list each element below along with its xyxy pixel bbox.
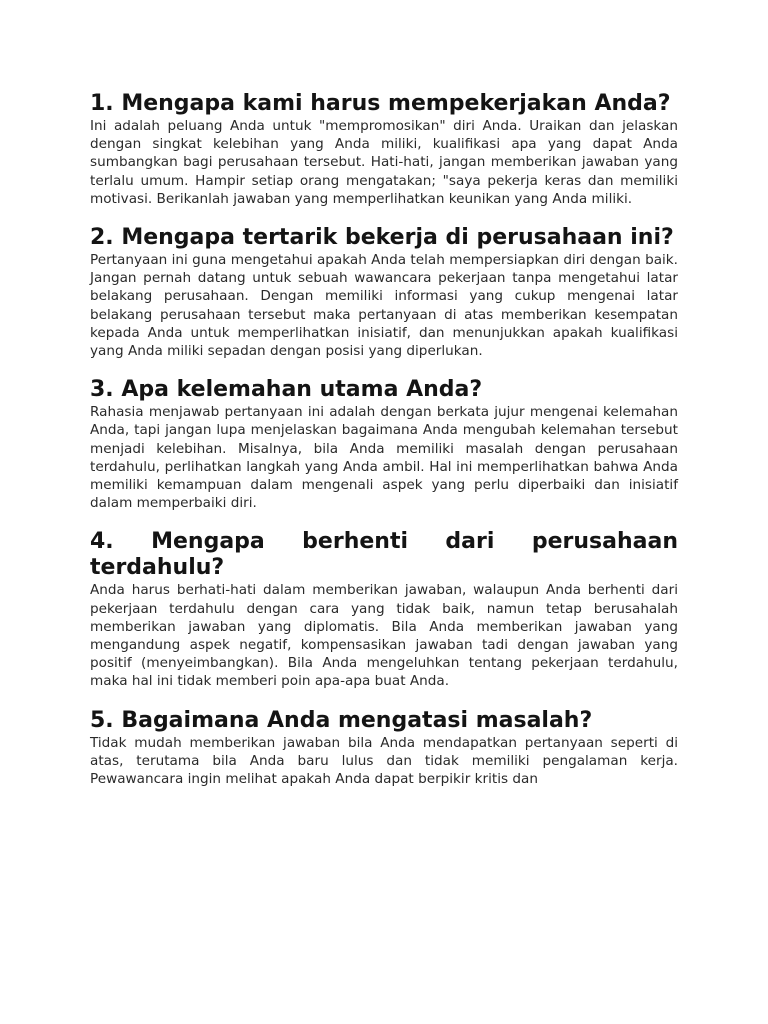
section-body: Tidak mudah memberikan jawaban bila Anda mendapatkan pertanyaan seperti di atas, terutama bila Anda baru lulus dan tidak memiliki pengalaman kerja. Pewawancara ingin melihat apakah Anda dapat berpikir kritis dan <box>90 734 678 788</box>
section-body: Pertanyaan ini guna mengetahui apakah Anda telah mempersiapkan diri dengan baik. Jangan pernah datang untuk sebuah wawancara pekerjaan tanpa mengetahui latar belakang perusahaan. Dengan memiliki informasi yang cukup mengenai latar belakang perusahaan tersebut maka pertanyaan di atas memberikan kesempatan kepada Anda untuk memperlihatkan inisiatif, dan menunjukkan apakah kualifikasi yang Anda miliki sepadan dengan posisi yang diperlukan. <box>90 252 678 360</box>
section-3 <box>90 377 678 512</box>
section-body: Anda harus berhati-hati dalam memberikan jawaban, walaupun Anda berhenti dari pekerjaan terdahulu dengan cara yang tidak baik, namun tetap berusahalah memberikan jawaban yang diplomatis. Bila Anda memberikan jawaban yang mengandung aspek negatif, kompensasikan jawaban tadi dengan jawaban yang positif (menyeimbangkan). Bila Anda mengeluhkan tentang pekerjaan terdahulu, maka hal ini tidak memberi poin apa-apa buat Anda. <box>90 582 678 690</box>
section-2 <box>90 225 678 360</box>
section-1 <box>90 91 678 208</box>
section-heading: 1. Mengapa kami harus mempekerjakan Anda? <box>90 91 671 116</box>
section-4 <box>90 529 678 690</box>
section-body: Rahasia menjawab pertanyaan ini adalah dengan berkata jujur mengenai kelemahan Anda, tapi jangan lupa menjelaskan bagaimana Anda mengubah kelemahan tersebut menjadi kelebihan. Misalnya, bila Anda memiliki masalah dengan perusahaan terdahulu, perlihatkan langkah yang Anda ambil. Hal ini memperlihatkan bahwa Anda memiliki kemampuan dalam mengenali aspek yang perlu diperbaiki dan inisiatif dalam memperbaiki diri. <box>90 404 678 512</box>
section-heading: 3. Apa kelemahan utama Anda? <box>90 377 483 403</box>
section-heading: 4. Mengapa berhenti dari perusahaan terdahulu? <box>90 529 678 581</box>
section-heading: 5. Bagaimana Anda mengatasi masalah? <box>90 707 593 733</box>
section-5 <box>90 708 678 789</box>
section-heading: 2. Mengapa tertarik bekerja di perusahaan ini? <box>90 225 674 251</box>
document-page <box>90 91 678 805</box>
section-body: Ini adalah peluang Anda untuk "mempromosikan" diri Anda. Uraikan dan jelaskan dengan singkat kelebihan yang Anda miliki, kualifikasi apa yang dapat Anda sumbangkan bagi perusahaan tersebut. Hati-hati, jangan memberikan jawaban yang terlalu umum. Hampir setiap orang mengatakan; "saya pekerja keras dan memiliki motivasi. Berikanlah jawaban yang memperlihatkan keunikan yang Anda miliki. <box>90 118 678 207</box>
